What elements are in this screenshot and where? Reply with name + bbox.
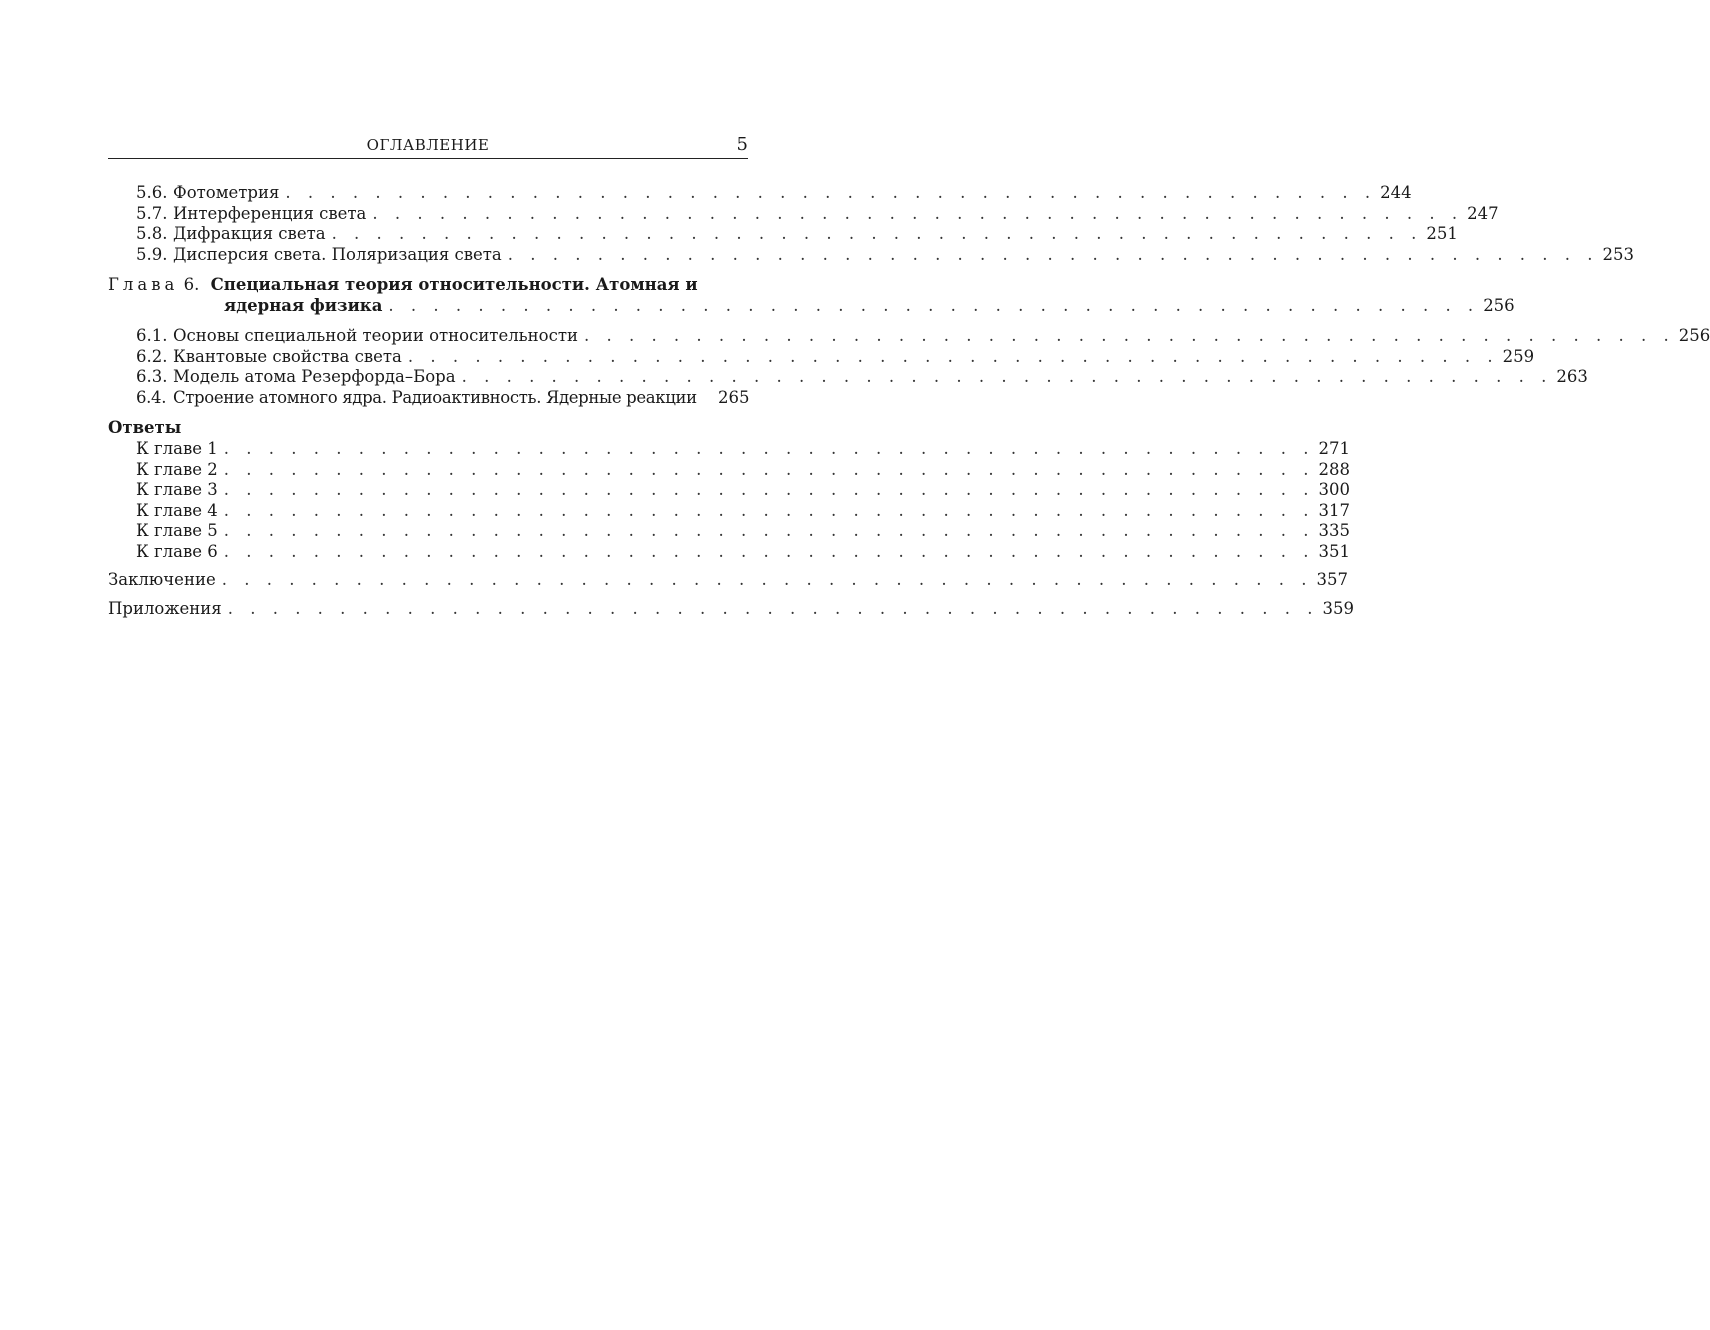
leader-dots: . . . . . . . . . . . . . . . . . . . . . . . . . . . . . . . . . . . . . . . . . . . . . . . . . bbox=[221, 570, 1313, 589]
toc-entry-page: 244 bbox=[1380, 183, 1412, 202]
chapter-heading-line2 bbox=[108, 295, 1515, 317]
toc-entry-page: 256 bbox=[1678, 326, 1710, 345]
toc-entry-label: Приложения bbox=[108, 598, 222, 618]
leader-dots: . . . . . . . . . . . . . . . . . . . . . . . . . . . . . . . . . . . . . . . . . . . . . . . . . bbox=[583, 326, 1675, 345]
toc-entry-5-7[interactable] bbox=[108, 203, 1499, 225]
running-header bbox=[108, 136, 748, 159]
leader-dots: . . . . . . . . . . . . . . . . . . . . . . . . . . . . . . . . . . . . . . . . . . . . . . . . . bbox=[223, 439, 1315, 458]
toc-entry-page: 335 bbox=[1318, 521, 1351, 540]
header-page-number: 5 bbox=[736, 134, 748, 155]
toc-entry-label: Основы специальной теории относительности bbox=[173, 326, 578, 345]
toc-entry-label: Заключение bbox=[108, 570, 216, 589]
toc-entry-page: 259 bbox=[1502, 346, 1535, 366]
leader-dots: . . . . . . . . . . . . . . . . . . . . . . . . . . . . . . . . . . . . . . . . . . . . . . . . . bbox=[227, 598, 1319, 618]
toc-answer-2[interactable] bbox=[108, 459, 1351, 481]
toc-answer-5[interactable] bbox=[108, 521, 1351, 542]
toc-entry-label: К главе 5 bbox=[136, 521, 218, 540]
leader-dots: . . . . . . . . . . . . . . . . . . . . . . . . . . . . . . . . . . . . . . . . . . . . . . . . . bbox=[388, 295, 1480, 315]
chapter-title-line2: ядерная физика bbox=[224, 295, 383, 315]
leader-dots bbox=[703, 388, 714, 409]
toc-entry-page: 351 bbox=[1318, 541, 1351, 561]
leader-dots: . . . . . . . . . . . . . . . . . . . . . . . . . . . . . . . . . . . . . . . . . . . . . . . . . bbox=[285, 183, 1377, 202]
spacer bbox=[108, 591, 748, 599]
toc-entry-label: Интерференция света bbox=[173, 203, 367, 223]
toc-entry-5-9[interactable] bbox=[108, 244, 1635, 266]
leader-dots: . . . . . . . . . . . . . . . . . . . . . . . . . . . . . . . . . . . . . . . . . . . . . . . . . bbox=[372, 203, 1464, 223]
toc-entry-5-6[interactable] bbox=[108, 183, 1412, 204]
toc-entry-number: 5.7. bbox=[136, 203, 168, 223]
toc-entry-number: 6.3. bbox=[136, 367, 168, 386]
toc-appendix[interactable] bbox=[108, 598, 1354, 620]
toc-entry-number: 6.2. bbox=[136, 346, 168, 366]
toc-answer-6[interactable] bbox=[108, 541, 1351, 563]
toc-entry-5-8[interactable] bbox=[108, 224, 1458, 245]
chapter-heading-line1 bbox=[108, 275, 748, 296]
chapter-page: 256 bbox=[1483, 295, 1515, 315]
toc-entry-6-4[interactable] bbox=[108, 388, 748, 409]
toc-entry-label: Строение атомного ядра. Радиоактивность. Ядерные реакции bbox=[173, 387, 697, 407]
toc-entry-label: К главе 1 bbox=[136, 439, 218, 458]
toc-entry-page: 263 bbox=[1556, 367, 1588, 386]
toc-entry-label: Дифракция света bbox=[173, 224, 326, 243]
toc-entry-label: Фотометрия bbox=[173, 183, 280, 202]
toc-entry-label: Дисперсия света. Поляризация света bbox=[173, 244, 502, 264]
toc-entry-page: 300 bbox=[1318, 480, 1351, 499]
toc-entry-number: 5.9. bbox=[136, 244, 168, 264]
toc-entry-6-1[interactable] bbox=[108, 326, 1710, 347]
leader-dots: . . . . . . . . . . . . . . . . . . . . . . . . . . . . . . . . . . . . . . . . . . . . . . . . . bbox=[461, 367, 1553, 386]
toc-entry-label: К главе 3 bbox=[136, 480, 218, 499]
leader-dots: . . . . . . . . . . . . . . . . . . . . . . . . . . . . . . . . . . . . . . . . . . . . . . . . . bbox=[223, 541, 1315, 561]
toc-entry-label: К главе 6 bbox=[136, 541, 218, 561]
toc-entry-page: 251 bbox=[1426, 224, 1458, 243]
toc-entry-label: Модель атома Резерфорда–Бора bbox=[173, 367, 456, 386]
toc-answer-4[interactable] bbox=[108, 500, 1351, 522]
leader-dots: . . . . . . . . . . . . . . . . . . . . . . . . . . . . . . . . . . . . . . . . . . . . . . . . . bbox=[407, 346, 1499, 366]
toc-entry-number: 5.6. bbox=[136, 183, 168, 202]
toc-entry-label: Квантовые свойства света bbox=[173, 346, 402, 366]
toc-chapter-6[interactable] bbox=[108, 275, 1515, 316]
leader-dots: . . . . . . . . . . . . . . . . . . . . . . . . . . . . . . . . . . . . . . . . . . . . . . . . . bbox=[223, 480, 1315, 499]
toc-entry-page: 288 bbox=[1318, 459, 1351, 479]
leader-dots: . . . . . . . . . . . . . . . . . . . . . . . . . . . . . . . . . . . . . . . . . . . . . . . . . bbox=[223, 521, 1315, 540]
toc-entry-label: К главе 2 bbox=[136, 459, 218, 479]
toc-entry-6-3[interactable] bbox=[108, 367, 1588, 388]
leader-dots: . . . . . . . . . . . . . . . . . . . . . . . . . . . . . . . . . . . . . . . . . . . . . . . . . bbox=[223, 500, 1315, 520]
toc-entry-page: 359 bbox=[1322, 598, 1354, 618]
chapter-title-line1: Специальная теория относительности. Атомная и bbox=[210, 275, 698, 294]
toc-conclusion[interactable] bbox=[108, 570, 1348, 591]
chapter-prefix: Глава bbox=[108, 275, 179, 294]
toc-entry-page: 271 bbox=[1318, 439, 1351, 458]
toc-entry-page: 253 bbox=[1602, 244, 1635, 264]
toc-entry-page: 265 bbox=[718, 387, 750, 407]
toc-answer-1[interactable] bbox=[108, 439, 1351, 460]
leader-dots: . . . . . . . . . . . . . . . . . . . . . . . . . . . . . . . . . . . . . . . . . . . . . . . . . bbox=[223, 459, 1315, 479]
spacer bbox=[108, 562, 748, 570]
header-title: ОГЛАВЛЕНИЕ bbox=[366, 136, 490, 154]
toc-entry-number: 6.1. bbox=[136, 326, 168, 345]
leader-dots: . . . . . . . . . . . . . . . . . . . . . . . . . . . . . . . . . . . . . . . . . . . . . . . . . bbox=[331, 224, 1423, 243]
toc-entry-number: 6.4. bbox=[136, 387, 167, 407]
leader-dots: . . . . . . . . . . . . . . . . . . . . . . . . . . . . . . . . . . . . . . . . . . . . . . . . . bbox=[507, 244, 1599, 264]
toc-entry-label: К главе 4 bbox=[136, 500, 218, 520]
chapter-number: 6. bbox=[183, 275, 200, 294]
toc-answer-3[interactable] bbox=[108, 480, 1351, 501]
toc-entry-number: 5.8. bbox=[136, 224, 168, 243]
toc-entry-page: 247 bbox=[1467, 203, 1499, 223]
toc-entry-page: 317 bbox=[1318, 500, 1351, 520]
answers-heading[interactable]: Ответы bbox=[108, 418, 182, 437]
table-of-contents bbox=[108, 183, 1710, 619]
toc-entry-6-2[interactable] bbox=[108, 346, 1535, 368]
toc-entry-page: 357 bbox=[1316, 570, 1348, 589]
